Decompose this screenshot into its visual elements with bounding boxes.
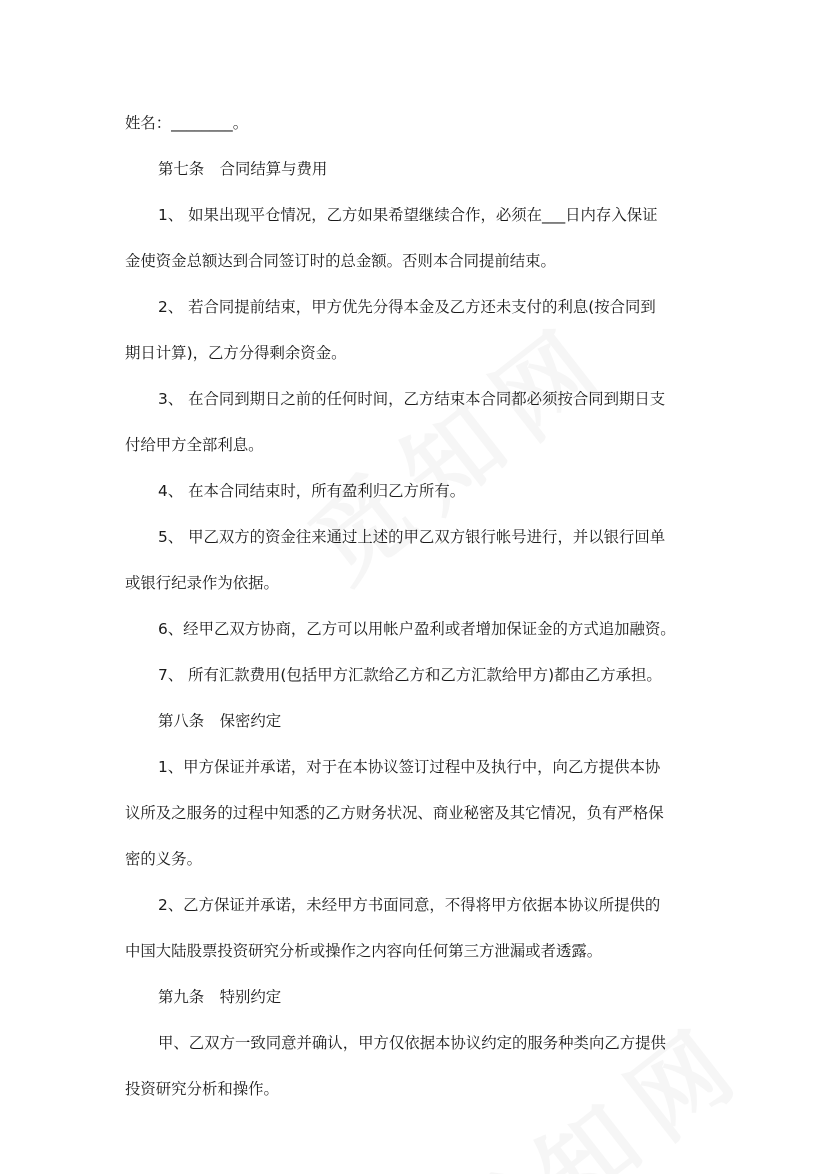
article-7-title: 第七条 合同结算与费用 — [158, 160, 328, 178]
article-7-clause-5-line-2: 或银行纪录作为依据。 — [125, 574, 279, 592]
article-7-clause-6: 6、经甲乙双方协商，乙方可以用帐户盈利或者增加保证金的方式追加融资。 — [158, 620, 676, 638]
article-8-clause-1-line-3: 密的义务。 — [125, 850, 202, 868]
article-7-clause-2-line-2: 期日计算)，乙方分得剩余资金。 — [125, 344, 347, 362]
article-7-clause-5-line-1: 5、 甲乙双方的资金往来通过上述的甲乙双方银行帐号进行，并以银行回单 — [158, 528, 666, 546]
article-8-clause-1-line-2: 议所及之服务的过程中知悉的乙方财务状况、商业秘密及其它情况，负有严格保 — [125, 804, 664, 822]
article-8-title: 第八条 保密约定 — [158, 712, 282, 730]
article-7-clause-3-line-1: 3、 在合同到期日之前的任何时间，乙方结束本合同都必须按合同到期日支 — [158, 390, 666, 408]
article-7-clause-2-line-1: 2、 若合同提前结束，甲方优先分得本金及乙方还未支付的利息(按合同到 — [158, 298, 656, 316]
article-7-clause-1-line-2: 金使资金总额达到合同签订时的总金额。否则本合同提前结束。 — [125, 252, 556, 270]
article-9-clause-1-line-1: 甲、乙双方一致同意并确认，甲方仅依据本协议约定的服务种类向乙方提供 — [158, 1034, 666, 1052]
article-7-clause-4: 4、 在本合同结束时，所有盈利归乙方所有。 — [158, 482, 466, 500]
article-8-clause-1-line-1: 1、甲方保证并承诺，对于在本协议签订过程中及执行中，向乙方提供本协 — [158, 758, 661, 776]
name-line: 姓名：________。 — [125, 114, 249, 132]
article-8-clause-2-line-1: 2、乙方保证并承诺，未经甲方书面同意，不得将甲方依据本协议所提供的 — [158, 896, 661, 914]
article-7-clause-3-line-2: 付给甲方全部利息。 — [125, 436, 264, 454]
article-9-title: 第九条 特别约定 — [158, 988, 282, 1006]
article-9-clause-1-line-2: 投资研究分析和操作。 — [125, 1080, 279, 1098]
article-7-clause-7: 7、 所有汇款费用(包括甲方汇款给乙方和乙方汇款给甲方)都由乙方承担。 — [158, 666, 662, 684]
article-8-clause-2-line-2: 中国大陆股票投资研究分析或操作之内容向任何第三方泄漏或者透露。 — [125, 942, 603, 960]
document-body — [125, 106, 715, 1107]
article-7-clause-1-line-1: 1、 如果出现平仓情况，乙方如果希望继续合作，必须在___日内存入保证 — [158, 206, 658, 224]
